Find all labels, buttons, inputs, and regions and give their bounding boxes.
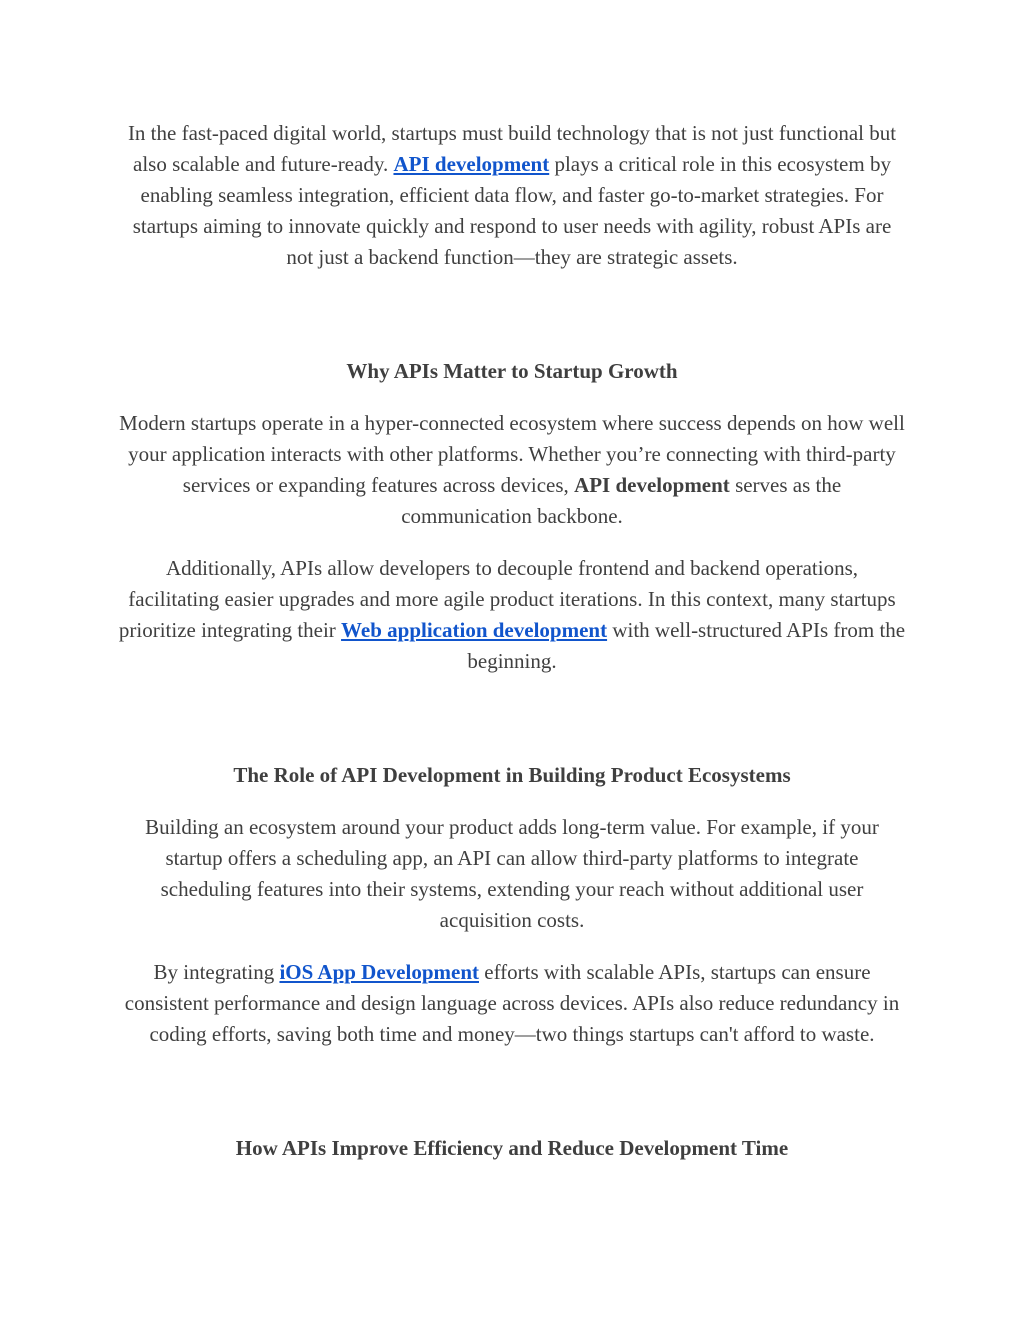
decouple-text-start: Additionally, APIs allow developers to decouple frontend and backend operations, facilitating easier upgrades and more agile product iterations. In this context, many startups prioritize integrating their: [118, 556, 896, 642]
heading-why-apis-matter: Why APIs Matter to Startup Growth: [346, 359, 678, 383]
section-spacer: [118, 294, 906, 356]
why-apis-text-start: Modern startups operate in a hyper-connected ecosystem where success depends on how well your application interacts with other platforms. Whether you’re connecting with third-party services or expanding features across devices,: [119, 411, 905, 497]
decouple-text-end: with well-structured APIs from the beginning.: [467, 618, 906, 673]
intro-text-start: In the fast-paced digital world, startups must build technology that is not just functional but also scalable and future-ready.: [127, 121, 897, 176]
heading-role-of-api-development: The Role of API Development in Building Product Ecosystems: [233, 763, 791, 787]
ecosystem-paragraph-2: [118, 957, 906, 1050]
section-spacer: [118, 698, 906, 760]
why-apis-text-end: serves as the communication backbone.: [401, 473, 842, 528]
why-apis-paragraph-2: [118, 553, 906, 677]
intro-text-end: plays a critical role in this ecosystem by enabling seamless integration, efficient data flow, and faster go-to-market strategies. For startups aiming to innovate quickly and respond to user needs with agility, robust APIs are not just a backend function—they are strategic assets.: [132, 152, 892, 269]
ios-text-end: efforts with scalable APIs, startups can ensure consistent performance and design language across devices. APIs also reduce redundancy in coding efforts, saving both time and money—two things startups can't afford to waste.: [124, 960, 900, 1046]
api-development-bold: API development: [574, 473, 730, 497]
web-application-development-link[interactable]: Web application development: [341, 618, 608, 642]
why-apis-paragraph-1: [118, 408, 906, 532]
ecosystem-paragraph-1: Building an ecosystem around your product adds long-term value. For example, if your startup offers a scheduling app, an API can allow third-party platforms to integrate scheduling features into their systems, extending your reach without additional user acquisition costs.: [145, 815, 879, 932]
section-spacer: [118, 1071, 906, 1133]
intro-paragraph: [118, 118, 906, 273]
heading-how-apis-improve-efficiency: How APIs Improve Efficiency and Reduce Development Time: [235, 1136, 789, 1160]
ios-app-development-link[interactable]: iOS App Development: [279, 960, 479, 984]
api-development-link[interactable]: API development: [393, 152, 550, 176]
ios-text-start: By integrating: [153, 960, 280, 984]
